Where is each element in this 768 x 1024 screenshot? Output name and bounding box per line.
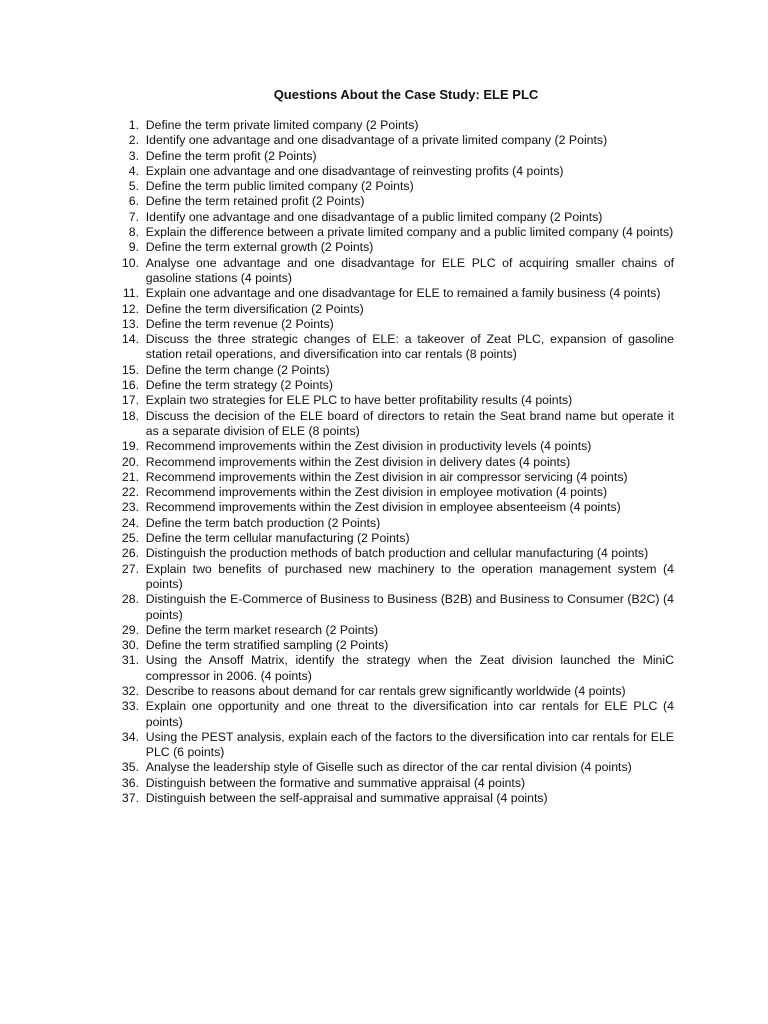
question-item [112,256,674,287]
question-text: Define the term retained profit (2 Points) [145,194,365,209]
question-spacer [139,776,146,791]
question-item [112,302,674,317]
question-number: 24. [121,515,139,530]
question-number: 16. [121,378,139,393]
question-spacer [139,623,146,638]
question-spacer [139,179,146,194]
question-spacer [139,500,146,515]
question-number: 21. [121,469,139,484]
question-spacer [139,133,146,148]
question-spacer [139,638,146,653]
question-spacer [139,149,146,164]
question-text: Identify one advantage and one disadvantage of a public limited company (2 Points) [145,209,603,224]
question-spacer [139,393,146,408]
question-item [112,332,674,363]
question-spacer [139,699,146,730]
question-item [112,776,674,791]
question-text: Define the term diversification (2 Points) [145,301,364,316]
question-text: Define the term private limited company (2 Points) [145,118,419,132]
question-text: Discuss the three strategic changes of ELE: a takeover of Zeat PLC, expansion of gasoline station retail operations, and diversification into car rentals (8 points) [145,332,674,362]
question-spacer [139,118,146,133]
question-text: Recommend improvements within the Zest division in productivity levels (4 points) [145,439,592,454]
question-item [112,791,674,806]
question-spacer [139,531,146,546]
question-number: 2. [128,133,139,148]
question-text: Discuss the decision of the ELE board of directors to retain the Seat brand name but operate it as a separate division of ELE (8 points) [145,408,674,438]
question-number: 30. [121,638,139,653]
question-number: 14. [121,332,139,347]
question-spacer [139,470,146,485]
question-spacer [139,409,146,440]
question-number: 32. [121,683,139,698]
question-number: 17. [121,393,139,408]
question-number: 6. [128,194,139,209]
question-text: Distinguish between the self-appraisal and summative appraisal (4 points) [145,791,548,806]
question-spacer [139,546,146,561]
question-item [112,684,674,699]
question-text: Describe to reasons about demand for car rentals grew significantly worldwide (4 points) [145,683,626,698]
question-number: 13. [121,316,139,331]
question-item [112,470,674,485]
question-number: 12. [121,301,139,316]
question-text: Define the term external growth (2 Points) [145,240,374,255]
question-text: Recommend improvements within the Zest division in employee absenteeism (4 points) [145,500,621,515]
question-spacer [139,684,146,699]
question-number: 11. [122,286,139,301]
question-item [112,164,674,179]
question-text: Define the term public limited company (2 Points) [145,179,414,194]
question-spacer [139,256,146,287]
question-item [112,378,674,393]
question-spacer [139,240,146,255]
question-item [112,225,674,240]
question-number: 36. [121,775,139,790]
question-spacer [139,225,146,240]
question-spacer [139,363,146,378]
question-number: 28. [121,592,139,607]
question-item [112,393,674,408]
question-text: Explain two strategies for ELE PLC to have better profitability results (4 points) [145,393,573,408]
question-item [112,699,674,730]
question-text: Explain two benefits of purchased new machinery to the operation management system (4 points) [145,561,674,591]
question-spacer [139,760,146,775]
question-item [112,286,674,301]
question-number: 26. [121,546,139,561]
question-text: Explain one advantage and one disadvantage for ELE to remained a family business (4 points) [145,286,661,301]
question-number: 35. [121,760,139,775]
question-item [112,118,674,133]
question-spacer [139,332,146,363]
question-text: Explain one advantage and one disadvantage of reinvesting profits (4 points) [145,163,564,178]
question-item [112,194,674,209]
question-text: Explain one opportunity and one threat to the diversification into car rentals for ELE PLC (4 points) [145,699,674,729]
question-item [112,623,674,638]
question-item [112,485,674,500]
question-spacer [139,164,146,179]
question-spacer [139,439,146,454]
question-spacer [139,653,146,684]
question-item [112,363,674,378]
question-number: 33. [121,699,139,714]
question-text: Analyse the leadership style of Giselle such as director of the car rental division (4 points) [145,760,632,775]
question-number: 7. [128,209,139,224]
question-text: Define the term stratified sampling (2 Points) [145,638,389,653]
question-text: Identify one advantage and one disadvantage of a private limited company (2 Points) [145,133,608,148]
question-spacer [139,455,146,470]
question-spacer [139,592,146,623]
question-spacer [139,286,146,301]
question-item [112,562,674,593]
question-text: Define the term profit (2 Points) [145,148,317,163]
question-number: 22. [121,485,139,500]
question-item [112,240,674,255]
question-number: 37. [121,791,139,806]
question-text: Distinguish the E-Commerce of Business to Business (B2B) and Business to Consumer (B2C) (4 points) [145,592,674,622]
question-item [112,531,674,546]
question-item [112,500,674,515]
question-spacer [139,194,146,209]
question-item [112,133,674,148]
question-text: Define the term market research (2 Points) [145,622,379,637]
question-text: Recommend improvements within the Zest division in air compressor servicing (4 points) [145,469,628,484]
question-item [112,455,674,470]
question-item [112,210,674,225]
question-number: 15. [121,362,139,377]
question-item [112,317,674,332]
question-text: Recommend improvements within the Zest division in employee motivation (4 points) [145,485,608,500]
question-text: Define the term strategy (2 Points) [145,378,334,393]
question-number: 18. [121,408,139,423]
question-spacer [139,485,146,500]
question-item [112,546,674,561]
question-number: 34. [121,729,139,744]
document-title: Questions About the Case Study: ELE PLC [273,87,539,102]
question-text: Distinguish the production methods of batch production and cellular manufacturing (4 points) [145,546,649,561]
question-text: Define the term cellular manufacturing (2 Points) [145,531,410,546]
question-item [112,760,674,775]
question-item [112,592,674,623]
question-spacer [139,730,146,761]
question-text: Recommend improvements within the Zest division in delivery dates (4 points) [145,454,571,469]
question-number: 19. [121,439,139,454]
question-item [112,409,674,440]
question-spacer [139,378,146,393]
question-item [112,439,674,454]
question-spacer [139,317,146,332]
question-number: 20. [121,454,139,469]
question-number: 25. [121,531,139,546]
question-spacer [139,210,146,225]
question-text: Explain the difference between a private limited company and a public limited company (4 points) [145,225,674,240]
question-text: Analyse one advantage and one disadvantage for ELE PLC of acquiring smaller chains of gasoline stations (4 points) [145,255,674,285]
question-text: Distinguish between the formative and summative appraisal (4 points) [145,775,526,790]
question-item [112,653,674,684]
question-item [112,516,674,531]
question-number: 5. [128,179,139,194]
question-item [112,638,674,653]
question-number: 4. [128,163,139,178]
question-text: Define the term batch production (2 Points) [145,515,381,530]
question-spacer [139,516,146,531]
question-spacer [139,562,146,593]
question-text: Using the PEST analysis, explain each of the factors to the diversification into car rentals for ELE PLC (6 points) [145,729,674,760]
question-number: 1. [128,118,139,132]
question-text: Define the term revenue (2 Points) [145,316,334,331]
question-spacer [139,791,146,806]
question-text: Define the term change (2 Points) [145,362,330,377]
question-number: 31. [121,653,139,668]
question-spacer [139,302,146,317]
question-number: 9. [128,240,139,255]
question-text: Using the Ansoff Matrix, identify the strategy when the Zeat division launched the MiniC compressor in 2006. (4 points) [145,653,674,683]
question-number: 23. [121,500,139,515]
question-number: 10. [121,255,139,270]
question-list [112,118,674,806]
question-item [112,730,674,761]
question-item [112,179,674,194]
question-number: 8. [128,225,139,240]
question-number: 29. [121,622,139,637]
question-item [112,149,674,164]
question-number: 27. [121,561,139,576]
question-number: 3. [128,148,139,163]
